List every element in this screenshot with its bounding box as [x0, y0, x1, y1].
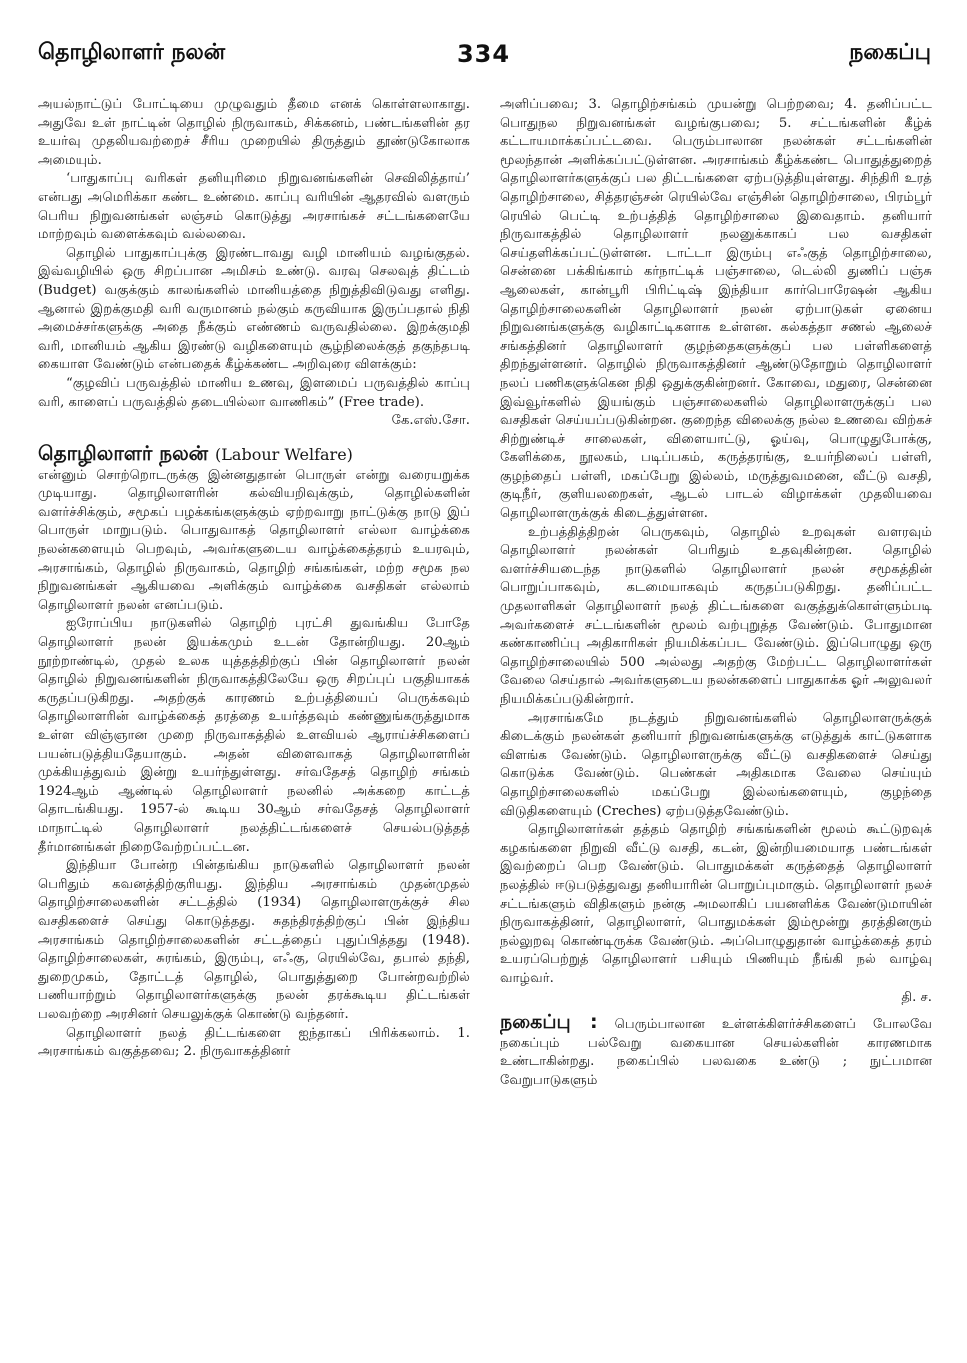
- paragraph: என்னும் சொற்றொடருக்கு இன்னதுதான் பொருள் என்று வரையறுக்க முடியாது. தொழிலாளரின் கல்வியறிவுக்கும், தொழில்களின் வளர்ச்சிக்கும், சமூகப் பழக்கங்களுக்கும் ஏற்றவாறு நாட்டுக்கு நாடு இப் பொருள் மாறுபடும். பொதுவாகத் தொழிலாளர் எல்லா வாழ்க்கை நலன்களையும் பெறவும், அவர்களுடைய வாழ்க்கைத்தரம் உயரவும், அரசாங்கம், தொழில் நிருவாகம், தொழிற் சங்கங்கள், மற்ற சமூக நல நிறுவனங்கள் ஆகியவை அளிக்கும் வாழ்க்கை வசதிகள் எல்லாம் தொழிலாளர் நலன் எனப்படும்.: [38, 467, 470, 613]
- right-column: [500, 96, 932, 1361]
- article-title-english: (Labour Welfare): [215, 444, 353, 464]
- paragraph: அரசாங்கமே நடத்தும் நிறுவனங்களில் தொழிலாளருக்குக் கிடைக்கும் நலன்கள் தனியார் நிறுவனங்களுக்கு எடுத்துக் காட்டுகளாக விளங்க வேண்டும். தொழிலாளருக்கு வீட்டு வசதிகளைச் செய்து கொடுக்க வேண்டும். பெண்கள் அதிகமாக வேலை செய்யும் தொழிற்சாலைகளில் மகப்பேறு இல்லங்களையும், குழந்தை விடுதிகளையும் (Creches) ஏற்படுத்தவேண்டும்.: [500, 710, 932, 819]
- paragraph: தொழில் பாதுகாப்புக்கு இரண்டாவது வழி மானியம் வழங்குதல். இவ்வழியில் ஒரு சிறப்பான அமிசம் உண்டு. வரவு செலவுத் திட்டம் (Budget) வகுக்கும் காலங்களில் மானியத்தை நிறுத்திவிடுவது எளிது. ஆனால் இறக்குமதி வரி வருமானம் நல்கும் கருவியாக இருப்பதால் நிதி அமைச்சர்களுக்கு அதை நீக்கும் எண்ணம் வருவதில்லை. இறக்குமதி வரி, மானியம் ஆகிய இரண்டு வழிகளையும் சூழ்நிலைக்குத் தகுந்தபடி கையாள வேண்டும் என்பதைக் கீழ்க்கண்ட அறிவுரை விளக்கும்:: [38, 245, 470, 373]
- article-heading: [38, 441, 470, 467]
- paragraph: தொழிலாளர் நலத் திட்டங்களை ஐந்தாகப் பிரிக்கலாம். 1. அரசாங்கம் வகுத்தவை; 2. நிருவாகத்தினர்: [38, 1025, 470, 1060]
- paragraph: ஐரோப்பிய நாடுகளில் தொழிற் புரட்சி துவங்கிய போதே தொழிலாளர் நலன் இயக்கமும் உடன் தோன்றியது. 20ஆம் நூற்றாண்டில், முதல் உலக யுத்தத்திற்குப் பின் தொழிலாளர் நலன் தொழில் நிறுவனங்களின் நிருவாகத்திலேயே ஒரு சிறப்புப் பகுதியாகக் கருதப்படுகிறது. அதற்குக் காரணம் உற்பத்தியைப் பெருக்கவும் தொழிலாளரின் வாழ்க்கைத் தரத்தை உயர்த்தவும் கண்ணுங்கருத்துமாக உள்ள விஞ்ஞான முறை நிருவாகத்தில் உளவியல் ஆராய்ச்சிகளைப் பயன்படுத்தியதேயாகும். அதன் விளைவாகத் தொழிலாளரின் முக்கியத்துவம் இன்று உயர்ந்துள்ளது. சர்வதேசத் தொழிற் சங்கம் 1924ஆம் ஆண்டில் தொழிலாளர் நலனில் அக்கறை காட்டத் தொடங்கியது. 1957-ல் கூடிய 30ஆம் சர்வதேசத் தொழிலாளர் மாநாட்டில் தொழிலாளர் நலத்திட்டங்களைச் செயல்படுத்தத் தீர்மானங்கள் நிறைவேற்றப்பட்டன.: [38, 616, 470, 855]
- paragraph: பெரும்பாலான உள்ளக்கிளர்ச்சிகளைப் போலவே நகைப்பும் பல்வேறு வகையான செயல்களின் காரணமாக உண்டாகின்றது. நகைப்பில் பலவகை உண்டு ; நுட்பமான வேறுபாடுகளும்: [500, 1017, 932, 1088]
- paragraph: அயல்நாட்டுப் போட்டியை முழுவதும் தீமை எனக் கொள்ளலாகாது. அதுவே உள் நாட்டின் தொழில் நிருவாகம், சிக்கனம், பண்டங்களின் தர உயர்வு முதலியவற்றைச் சீரிய முறையில் திருத்தும் தூண்டுகோலாக அமையும்.: [38, 97, 470, 168]
- paragraph: அளிப்பவை; 3. தொழிற்சங்கம் முயன்று பெற்றவை; 4. தனிப்பட்ட பொதுநல நிறுவனங்கள் வழங்குபவை; 5. சட்டங்களின் கீழ்க் கட்டாயமாக்கப்பட்டவை. பெரும்பாலான நலன்கள் சட்டங்களின் மூலந்தான் அளிக்கப்பட்டுள்ளன. அரசாங்கம் கீழ்க்கண்ட பொதுத்துறைத் தொழிலாளர்களுக்குப் பல திட்டங்களை ஏற்படுத்தியுள்ளது. சிந்திரி உரத் தொழிற்சாலை, சித்தரஞ்சன் ரெயில்வே எஞ்சின் தொழிற்சாலை, பிரம்பூர் ரெயில் பெட்டி உற்பத்தித் தொழிற்சாலை இவைதாம். தனியார் நிருவாகத்தில் தொழிலாளர் நலனுக்காகப் பல வசதிகள் செய்தளிக்கப்பட்டுள்ளன. டாட்டா இரும்பு எஃகுத் தொழிற்சாலை, சென்னை பக்கிங்காம் கர்நாட்டிக் பஞ்சாலை, டெல்லி துணிப் பஞ்சு ஆலைகள், கான்பூரி பிரிட்டிஷ் இந்தியா கார்பொரேஷன் ஆகிய தொழிற்சாலைகளின் தொழிலாளர் நலன் ஏற்பாடுகள் ஏனைய நிறுவனங்களுக்கு வழிகாட்டிகளாக உள்ளன. கல்கத்தா சணல் ஆலைச் சங்கத்தினர் தொழிலாளர் குழந்தைகளுக்குப் பல பள்ளிகளைத் திறந்துள்ளனர். தொழில் நிருவாகத்தினர் ஆண்டுதோறும் தொழிலாளர் நலப் பணிகளுக்கென நிதி ஒதுக்குகின்றனர். கோவை, மதுரை, சென்னை இவ்வூர்களில் இயங்கும் பஞ்சாலைகளில் தொழிலாளருக்குப் பல வசதிகள் செய்யப்படுகின்றன. குறைந்த விலைக்கு நல்ல உணவை விற்கச் சிற்றுண்டிச் சாலைகள், விளையாட்டு, ஓய்வு, பொழுதுபோக்கு, கேளிக்கை, நூலகம், படிப்பகம், கருத்தரங்கு, உயர்நிலைப் பள்ளி, குழந்தைப் பள்ளி, மகப்பேறு இல்லம், மருத்துவமனை, வீட்டு வசதி, குடிநீர், குளியலறைகள், ஆடல் பாடல் விழாக்கள் முதலியவை தொழிலாளருக்குக் கிடைத்துள்ளன.: [500, 97, 932, 522]
- page-number: 334: [456, 40, 511, 68]
- article-start: [500, 1013, 932, 1090]
- left-column: [38, 96, 470, 1361]
- author-initials: கே.எஸ்.சோ.: [391, 413, 470, 429]
- author-initials: தி. ச.: [901, 989, 932, 1005]
- paragraph: இந்தியா போன்ற பின்தங்கிய நாடுகளில் தொழிலாளர் நலன் பெரிதும் கவனத்திற்குரியது. இந்திய அரசாங்கம் முதன்முதல் தொழிற்சாலைகளின் சட்டத்தில் (1934) தொழிலாளருக்குச் சில வசதிகளைச் செய்து கொடுத்தது. சுதந்திரத்திற்குப் பின் இந்திய அரசாங்கம் தொழிற்சாலைகளின் சட்டத்தைப் புதுப்பித்தது (1948). தொழிற்சாலைகள், சுரங்கம், இரும்பு, எஃகு, ரெயில்வே, தபால் தந்தி, துறைமுகம், தோட்டத் தொழில், பொதுத்துறை போன்றவற்றில் பணியாற்றும் தொழிலாளர்களுக்கு நலன் தரக்கூடிய திட்டங்கள் பலவற்றை அரசினர் செயலுக்குக் கொண்டு வந்தனர்.: [38, 858, 470, 1022]
- running-header-right: நகைப்பு: [849, 40, 931, 65]
- article-title: நகைப்பு :: [500, 1011, 598, 1034]
- paragraph: உற்பத்தித்திறன் பெருகவும், தொழில் உறவுகள் வளரவும் தொழிலாளர் நலன்கள் பெரிதும் உதவுகின்றன. தொழில் வளர்ச்சியடைந்த நாடுகளில் தொழிலாளர் நலன் சமூகத்தின் பொறுப்பாகவும், கடமையாகவும் கருதப்படுகிறது. தனிப்பட்ட முதலாளிகள் தொழிலாளர் நலத் திட்டங்களை வகுத்துக்கொள்ளும்படி அவர்களைச் சட்டங்களின் மூலம் வற்புறுத்த வேண்டும். போதுமான கண்காணிப்பு அதிகாரிகள் நியமிக்கப்பட வேண்டும். இப்பொழுது ஒரு தொழிற்சாலையில் 500 அல்லது அதற்கு மேற்பட்ட தொழிலாளர்கள் வேலை செய்தால் அவர்களுடைய நலன்களைப் பாதுகாக்க ஓர் அலுவலர் நியமிக்கப்படுகின்றார்.: [500, 524, 932, 707]
- running-header-left: தொழிலாளர் நலன்: [38, 40, 226, 65]
- paragraph: தொழிலாளர்கள் தத்தம் தொழிற் சங்கங்களின் மூலம் கூட்டுறவுக் கழகங்களை நிறுவி வீட்டு வசதி, கடன், இன்றியமையாத பண்டங்கள் இவற்றைப் பெற வேண்டும். பொதுமக்கள் கருத்தைத் தொழிலாளர் நலத்தில் ஈடுபடுத்துவது தனியாரின் பொறுப்புமாகும். தொழிலாளர் நலச் சட்டங்களும் விதிகளும் நன்கு அமலாகிப் பயனளிக்க வேண்டுமாயின் நிருவாகத்தினர், தொழிலாளர், பொதுமக்கள் இம்மூன்று தரத்தினரும் நல்லுறவு கொண்டிருக்க வேண்டும். அப்பொழுதுதான் வாழ்க்கைத் தரம் உயரப்பெற்றுத் தொழிலாளர் பசியும் பிணியும் நீங்கி நல் வாழ்வு வாழ்வர்.: [500, 822, 932, 986]
- quote-paragraph: “குழவிப் பருவத்தில் மானிய உணவு, இளமைப் பருவத்தில் காப்பு வரி, காளைப் பருவத்தில் தடையில்லா வாணிகம்” (Free trade).: [38, 375, 470, 410]
- paragraph: ‘பாதுகாப்பு வரிகள் தனியுரிமை நிறுவனங்களின் செவிலித்தாய்’ என்பது அமெரிக்கா கண்ட உண்மை. காப்பு வரியின் ஆதரவில் வளரும் பெரிய நிறுவனங்கள் லஞ்சம் கொடுத்து அரசாங்கச் சட்டங்களையே மாற்றவும் வளைக்கவும் வல்லவை.: [38, 171, 470, 243]
- article-title: தொழிலாளர் நலன்: [38, 440, 209, 465]
